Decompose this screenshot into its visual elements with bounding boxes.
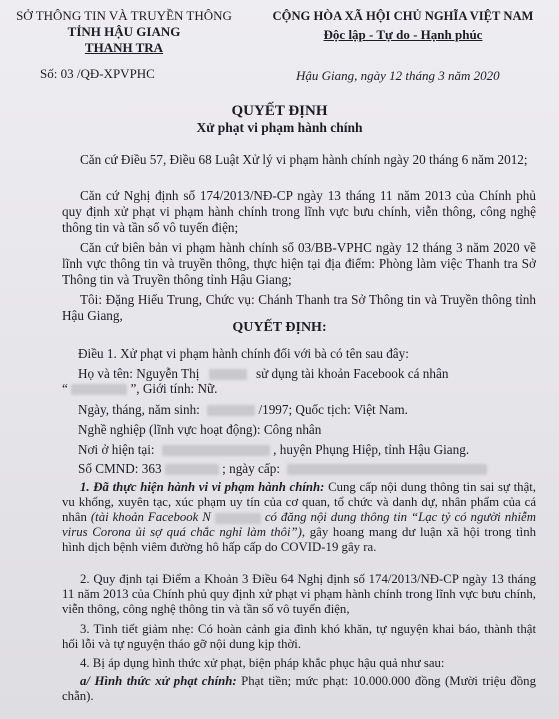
place-date: Hậu Giang, ngày 12 tháng 3 năm 2020	[296, 68, 500, 83]
account-gender-line	[62, 381, 217, 397]
item-1	[62, 480, 536, 555]
name-label: Họ và tên: Nguyễn Thị	[78, 366, 200, 381]
preamble-2: Căn cứ Nghị định số 174/2013/NĐ-CP ngày 13 tháng 11 năm 2013 của Chính phủ quy định xử phạt vi phạm hành chính trong lĩnh vực bưu chính, viễn thông, công nghệ thông tin và tần số vô tuyến điện;	[62, 188, 536, 235]
item-4a-heading: a/ Hình thức xử phạt chính:	[80, 674, 237, 688]
article-1-intro-text: Điều 1. Xử phạt vi phạm hành chính đối với bà có tên sau đây:	[78, 346, 409, 361]
redacted-address	[162, 445, 270, 456]
doc-number: Số: 03 /QĐ-XPVPHC	[40, 66, 155, 81]
redacted-name	[209, 369, 247, 380]
dob-line	[78, 402, 408, 418]
preamble-1: Căn cứ Điều 57, Điều 68 Luật Xử lý vi phạm hành chính ngày 20 tháng 6 năm 2012;	[80, 152, 528, 167]
address-label: Nơi ở hiện tại:	[78, 442, 155, 457]
id-line	[78, 461, 487, 477]
item-1-heading: 1. Đã thực hiện hành vi vi phạm hành chính:	[80, 480, 325, 494]
item-1-text: Cung cấp nội dung thông tin sai sự thật, vu khống, xuyên tạc, xúc phạm uy tín của cơ quan, tổ chức và danh dự, nhân phẩm của cá nhân	[62, 480, 536, 524]
preamble-4: Tôi: Đặng Hiếu Trung, Chức vụ: Chánh Thanh tra Sở Thông tin và Truyền thông tỉnh Hậu Giang,	[62, 292, 536, 323]
redacted-facebook-name	[215, 513, 261, 524]
article-1-intro	[78, 346, 409, 362]
gender-text: ”, Giới tính: Nữ.	[130, 381, 218, 396]
redacted-issue-info	[287, 464, 487, 475]
id-suffix: ; ngày cấp:	[222, 461, 280, 476]
item-1-italic-b: có đăng nội dung thông tin “Lạc tỷ có người nhiễm virus Corona ủi sợ quá chắc nghỉ làm thôi”)	[62, 510, 536, 539]
job-text: Nghề nghiệp (lĩnh vực hoạt động): Công nhân	[78, 422, 322, 437]
dob-suffix: /1997; Quốc tịch: Việt Nam.	[258, 402, 408, 417]
address-line	[78, 442, 469, 458]
redacted-id	[165, 464, 219, 475]
redacted-dob	[207, 405, 255, 416]
agency-line-1: SỞ THÔNG TIN VÀ TRUYỀN THÔNG	[16, 8, 232, 23]
national-title: CỘNG HÒA XÃ HỘI CHỦ NGHĨA VIỆT NAM	[272, 9, 534, 23]
national-motto: Độc lập - Tự do - Hạnh phúc	[323, 27, 483, 42]
item-1-tail: , gây hoang mang dư luận xã hội trong tình hình dịch bệnh viêm đường hô hấp cấp do COVID-19 gây ra.	[62, 525, 536, 554]
item-3: 3. Tình tiết giảm nhẹ: Có hoàn cảnh gia đình khó khăn, tự nguyện khai báo, thành thật hối lỗi và tự nguyện tháo gỡ nội dung kịp thời.	[62, 622, 536, 651]
id-label: Số CMND: 363	[78, 461, 162, 476]
item-4a	[62, 674, 536, 704]
decision-heading: QUYẾT ĐỊNH:	[232, 320, 327, 335]
person-name-line	[78, 366, 448, 382]
item-4a-text: Phạt tiền; mức phạt: 10.000.000 đồng (Mười triệu đồng chẵn).	[62, 674, 536, 703]
name-suffix: sử dụng tài khoản Facebook cá nhân	[255, 366, 449, 381]
document-subtitle: Xử phạt vi phạm hành chính	[196, 120, 363, 135]
job-line	[78, 422, 321, 438]
item-2: 2. Quy định tại Điểm a Khoản 3 Điều 64 Nghị định số 174/2013/NĐ-CP ngày 13 tháng 11 năm 2013 của Chính phủ quy định xử phạt vi phạm hành chính trong lĩnh vực bưu chính, viễn thông, công nghệ thông tin và tần số vô tuyến điện,	[62, 572, 536, 616]
preamble-3: Căn cứ biên bản vi phạm hành chính số 03/BB-VPHC ngày 12 tháng 3 năm 2020 về lĩnh vực thông tin và truyền thông, thực hiện tại địa điểm: Phòng làm việc Thanh tra Sở Thông tin và Truyền thông tỉnh Hậu Giang;	[62, 240, 536, 287]
address-suffix: , huyện Phụng Hiệp, tỉnh Hậu Giang.	[273, 442, 470, 457]
agency-line-2: TỈNH HẬU GIANG	[67, 24, 181, 39]
document-title: QUYẾT ĐỊNH	[231, 103, 328, 119]
quote-open: “	[62, 381, 68, 396]
agency-line-3: THANH TRA	[84, 40, 164, 55]
dob-label: Ngày, tháng, năm sinh:	[78, 402, 200, 417]
redacted-account	[71, 384, 127, 395]
item-4: 4. Bị áp dụng hình thức xử phạt, biện pháp khắc phục hậu quả như sau:	[80, 656, 445, 670]
item-1-italic-a: (tài khoản Facebook N	[90, 510, 211, 524]
agency-name	[6, 8, 242, 56]
